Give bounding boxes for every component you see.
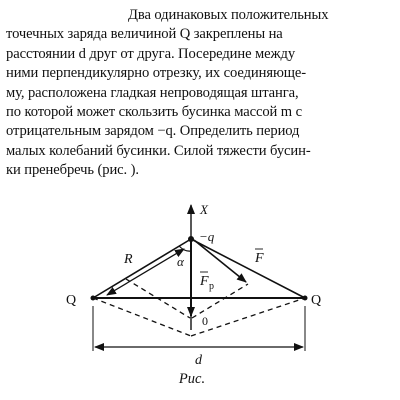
problem-line-6: по которой может скользить бусинка массой m с — [6, 104, 302, 121]
resultant-force-label: F — [200, 274, 209, 289]
problem-line-2: точечных заряда величиной Q закреплены на — [6, 26, 283, 43]
problem-line-3: расстоянии d друг от друга. Посередине между — [6, 45, 296, 62]
left-charge-label: Q — [66, 293, 77, 308]
d-label: d — [195, 353, 202, 368]
physics-diagram — [0, 185, 400, 400]
right-charge-dot — [303, 296, 308, 301]
problem-line-5: му, расположена гладкая непроводящая штанга, — [6, 84, 299, 101]
distance-r-label: R — [124, 252, 133, 267]
resultant-force-subscript: р — [209, 281, 214, 292]
problem-line-4: ними перпендикулярно отрезку, их соединяюще- — [6, 65, 307, 82]
bead-charge-label: −q — [199, 229, 215, 244]
problem-line-9: ки пренебречь (рис. ). — [6, 162, 139, 179]
figure-caption: Рис. — [178, 371, 206, 387]
r-arrow — [107, 249, 184, 295]
problem-statement — [6, 6, 380, 181]
right-dashed-line — [191, 298, 305, 336]
origin-label: 0 — [202, 314, 208, 328]
left-charge-dot — [91, 296, 96, 301]
x-axis-label: X — [200, 202, 208, 217]
right-charge-label: Q — [311, 293, 322, 308]
left-dashed-line — [93, 298, 191, 336]
angle-alpha-label: α — [177, 254, 184, 269]
problem-line-1: Два одинаковых положительных — [128, 7, 329, 23]
problem-line-8: малых колебаний бусинки. Силой тяжести бусин- — [6, 142, 311, 159]
force-f-label: F — [255, 251, 264, 266]
force-right-dashed — [192, 284, 248, 318]
problem-line-7: отрицательным зарядом −q. Определить период — [6, 123, 300, 140]
bead — [188, 236, 194, 242]
